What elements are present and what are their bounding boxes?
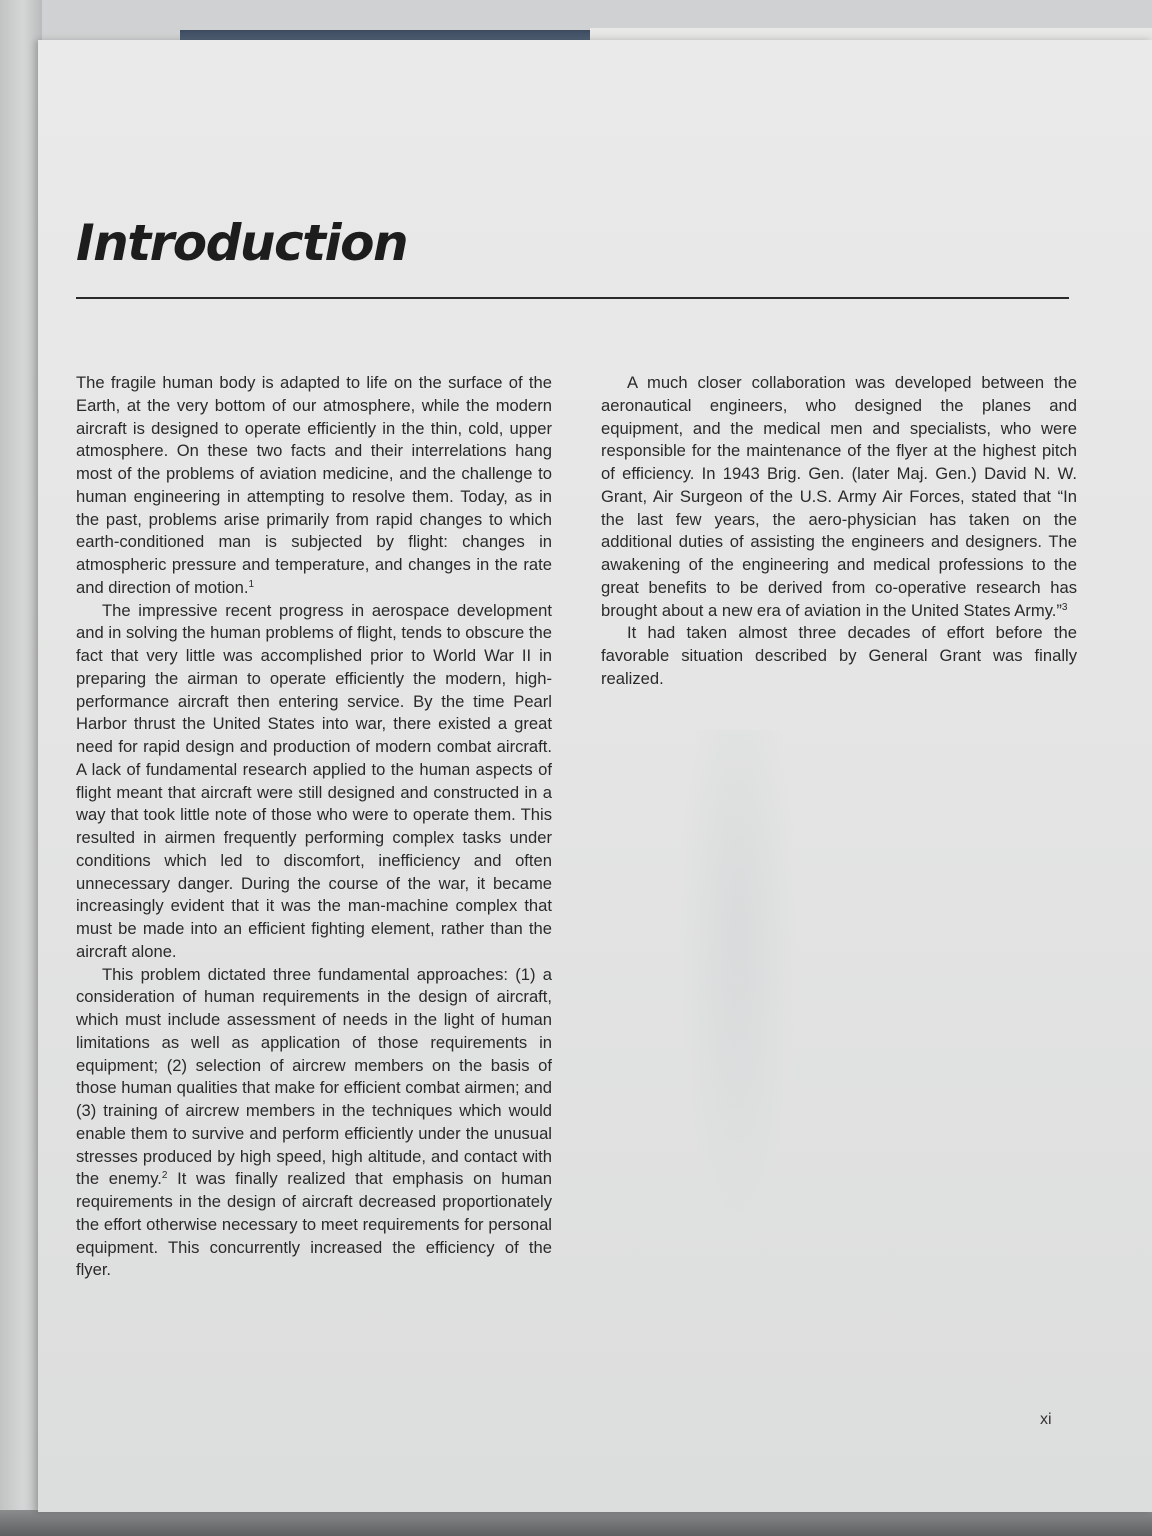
paragraph-text: The impressive recent progress in aerospace development and in solving the human problems of flight, tends to obscure the fact that very little was accomplished prior to World War II in preparing the airman to operate efficiently the modern, high-performance aircraft then entering service. By the time Pearl Harbor thrust the United States into war, there existed a great need for rapid design and production of modern combat aircraft. A lack of fundamental research applied to the human aspects of flight meant that aircraft were still designed and constructed in a way that took little note of those who were to operate them. This resulted in airmen frequently performing complex tasks under conditions which led to discomfort, inefficiency and often unnecessary danger. During the course of the war, it became increasingly evident that it was the man-machine complex that must be made into an efficient fighting element, rather than the aircraft alone. [76, 600, 552, 961]
paragraph [76, 964, 552, 1283]
footnote-ref: 2 [161, 1170, 168, 1182]
right-column [601, 372, 1077, 691]
paragraph-text: It had taken almost three decades of effort before the favorable situation described by General Grant was finally realized. [601, 623, 1077, 688]
facing-page-edge [0, 0, 42, 1536]
paragraph [601, 372, 1077, 622]
page-title: Introduction [76, 214, 408, 272]
paragraph [76, 372, 552, 600]
paragraph-text: This problem dictated three fundamental approaches: (1) a consideration of human requirements in the design of aircraft, which must include assessment of needs in the light of human limitations as well as application of those requirements in equipment; (2) selection of aircrew members on the basis of those human qualities that make for efficient combat airmen; and (3) training of aircrew members in the techniques which would enable them to survive and perform efficiently under the unusual stresses produced by high speed, high altitude, and contact with the enemy. [76, 964, 552, 1189]
footnote-ref: 3 [1061, 601, 1068, 613]
paragraph [601, 622, 1077, 690]
show-through-figure [678, 730, 798, 1230]
footnote-ref: 1 [248, 578, 255, 590]
page-number: xi [1040, 1411, 1052, 1428]
paragraph-text: It was finally realized that emphasis on human requirements in the design of aircraft decreased proportionately the effort otherwise necessary to meet requirements for personal equipment. This concurrently increased the efficiency of the flyer. [76, 1169, 552, 1280]
table-surface [0, 1510, 1152, 1536]
left-column [76, 372, 552, 1282]
title-rule [76, 297, 1069, 299]
paragraph [76, 600, 552, 964]
paragraph-text: A much closer collaboration was developed between the aeronautical engineers, who designed the planes and equipment, and the medical men and specialists, who were responsible for the maintenance of the flyer at the highest pitch of efficiency. In 1943 Brig. Gen. (later Maj. Gen.) David N. W. Grant, Air Surgeon of the U.S. Army Air Forces, stated that “In the last few years, the aero-physician has taken on the additional duties of assisting the engineers and designers. The awakening of the engineering and medical professions to the great benefits to be derived from co-operative research has brought about a new era of aviation in the United States Army.” [601, 373, 1077, 620]
paragraph-text: The fragile human body is adapted to life on the surface of the Earth, at the very bottom of our atmosphere, while the modern aircraft is designed to operate efficiently in the thin, cold, upper atmosphere. On these two facts and their interrelations hang most of the problems of aviation medicine, and the challenge to human engineering in attempting to resolve them. Today, as in the past, problems arise primarily from rapid changes to which earth-conditioned man is subjected by flight: changes in atmospheric pressure and temperature, and changes in the rate and direction of motion. [76, 373, 552, 597]
